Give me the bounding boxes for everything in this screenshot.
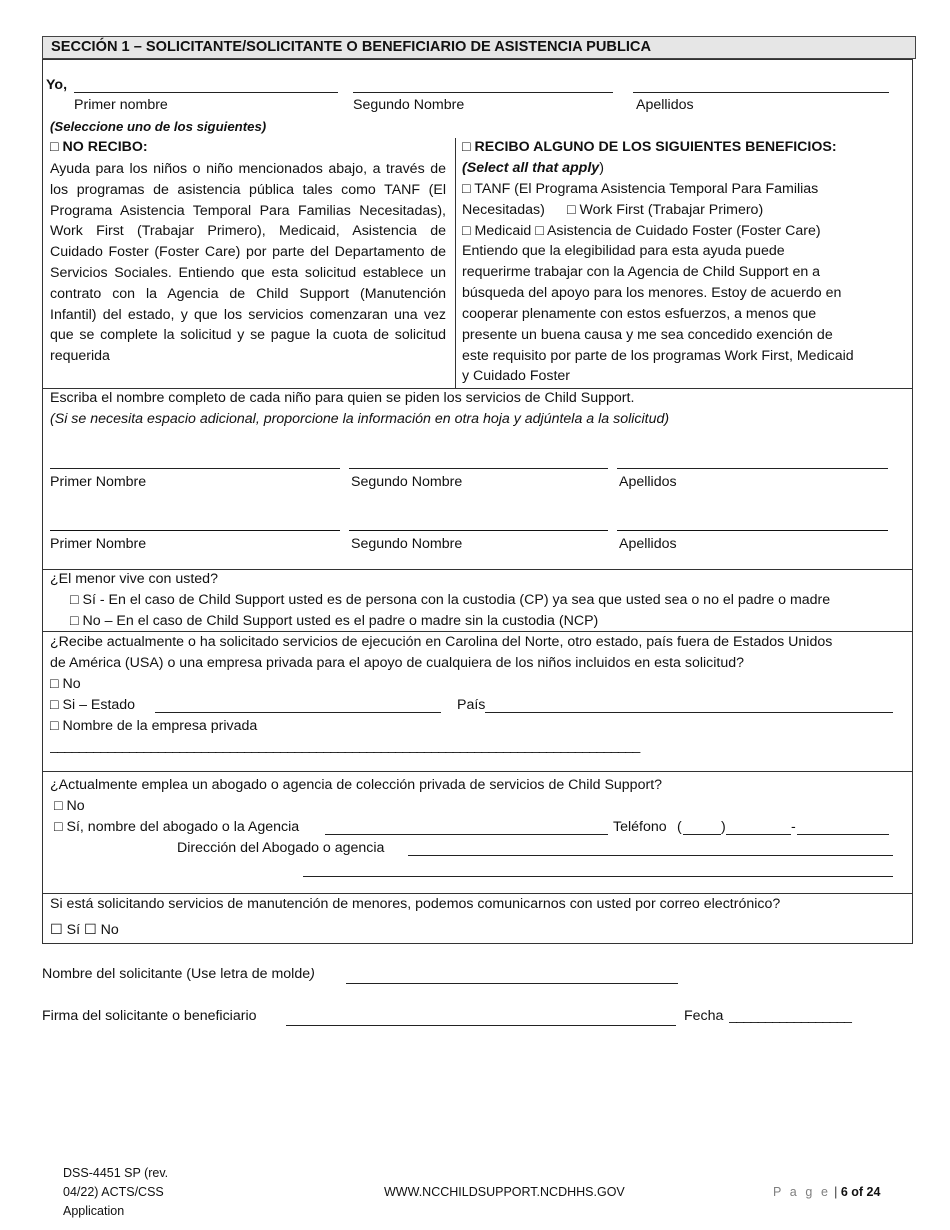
applicant-last-name-field[interactable] [633, 92, 889, 93]
phone-area-field[interactable] [683, 834, 721, 835]
enforcement-question-cont: de América (USA) o una empresa privada para el apoyo de cualquiera de los niños incluidos en esta solicitud? [50, 655, 745, 671]
attorney-address-field-2[interactable] [303, 876, 893, 877]
select-all-close: ) [599, 160, 604, 176]
attorney-address-label: Dirección del Abogado o agencia [177, 840, 385, 856]
state-field[interactable] [155, 712, 441, 713]
private-company-checkbox[interactable]: □ Nombre de la empresa privada [50, 718, 258, 734]
benefits-line: Entiendo que la elegibilidad para esta ayuda puede [462, 243, 785, 259]
child2-middle-label: Segundo Nombre [351, 536, 463, 552]
tanf-continued: Necesitadas) [462, 202, 545, 218]
attorney-no-checkbox[interactable]: □ No [54, 798, 85, 814]
custody-yes-checkbox[interactable]: □ Sí - En el caso de Child Support usted es de persona con la custodia (CP) ya sea que usted sea o no el padre o madre [70, 592, 831, 608]
children-instruction: Escriba el nombre completo de cada niño para quien se piden los servicios de Child Support. [50, 390, 635, 406]
website-link[interactable]: WWW.NCCHILDSUPPORT.NCDHHS.GOV [384, 1185, 625, 1199]
country-label: País [457, 697, 486, 713]
form-id-line2: 04/22) ACTS/CSS [63, 1185, 164, 1199]
benefits-line: requerirme trabajar con la Agencia de Child Support en a [462, 264, 821, 280]
tanf-checkbox[interactable]: □ TANF (El Programa Asistencia Temporal Para Familias [462, 181, 819, 197]
applicant-middle-label: Segundo Nombre [353, 97, 465, 113]
applicant-intro: Yo, [46, 77, 68, 93]
child1-middle-name-field[interactable] [349, 468, 608, 469]
phone-line-field[interactable] [797, 834, 889, 835]
child1-first-label: Primer Nombre [50, 474, 147, 490]
child1-first-name-field[interactable] [50, 468, 340, 469]
applicant-last-label: Apellidos [636, 97, 694, 113]
signature-field[interactable] [286, 1025, 676, 1026]
benefits-line: búsqueda del apoyo para los menores. Estoy de acuerdo en [462, 285, 842, 301]
attorney-yes-checkbox[interactable]: □ Sí, nombre del abogado o la Agencia [54, 819, 300, 835]
column-divider [455, 138, 456, 389]
attorney-question: ¿Actualmente emplea un abogado o agencia de colección privada de servicios de Child Support? [50, 777, 663, 793]
country-field[interactable] [485, 712, 893, 713]
select-note: (Seleccione uno de los siguientes) [50, 119, 267, 134]
attorney-name-field[interactable] [325, 834, 608, 835]
print-name-field[interactable] [346, 983, 678, 984]
private-company-field[interactable]: __________________________________________________________________________________ [50, 738, 640, 754]
form-id-line1: DSS-4451 SP (rev. [63, 1166, 169, 1180]
section-title: SECCIÓN 1 – SOLICITANTE/SOLICITANTE O BENEFICIARIO DE ASISTENCIA PUBLICA [51, 39, 652, 55]
child2-first-name-field[interactable] [50, 530, 340, 531]
phone-dash: - [791, 819, 796, 835]
child1-last-name-field[interactable] [617, 468, 888, 469]
print-name-label [42, 966, 315, 982]
page-indicator [773, 1185, 880, 1199]
children-note: (Si se necesita espacio adicional, proporcione la información en otra hoja y adjúntela a la solicitud) [50, 411, 670, 427]
child2-first-label: Primer Nombre [50, 536, 147, 552]
benefits-line: y Cuidado Foster [462, 368, 571, 384]
select-all-text: (Select all that apply [462, 160, 600, 176]
applicant-first-label: Primer nombre [74, 97, 168, 113]
custody-no-checkbox[interactable]: □ No – En el caso de Child Support usted es el padre o madre sin la custodia (NCP) [70, 613, 599, 629]
benefits-line: cooperar plenamente con estos esfuerzos, a menos que [462, 306, 817, 322]
no-benefits-text: Ayuda para los niños o niño mencionados abajo, a través de los programas de asistencia pública tales como TANF (El Programa Asistencia Temporal Para Familias Necesitadas), Work First (Trabajar Primero), Medicaid, Asistencia de Cuidado Foster (Foster Care) por parte del Departamento de Servicios Sociales. Entiendo que esta solicitud establece un contrato con la Agencia de Child Support (Manutención Infantil) del estado, y que los servicios comenzaran una vez que se complete la solicitud y se pague la cuota de solicitud requerida [50, 161, 446, 365]
select-all-note [462, 160, 604, 176]
email-options[interactable]: ☐ Sí ☐ No [50, 922, 119, 938]
email-question: Si está solicitando servicios de manutención de menores, podemos comunicarnos con usted por correo electrónico? [50, 896, 781, 912]
date-field[interactable]: _________________ [729, 1008, 852, 1024]
page-separator: | [834, 1185, 838, 1199]
child2-last-name-field[interactable] [617, 530, 888, 531]
phone-prefix-field[interactable] [726, 834, 791, 835]
phone-label: Teléfono [613, 819, 667, 835]
no-benefits-checkbox[interactable]: □ NO RECIBO: [50, 139, 148, 155]
form-id-line3: Application [63, 1204, 125, 1218]
page-label: P a g e [773, 1185, 831, 1199]
benefits-line: este requisito por parte de los programas Work First, Medicaid [462, 348, 854, 364]
child2-last-label: Apellidos [619, 536, 677, 552]
benefits-line: presente un buena causa y me sea concedido exención de [462, 327, 833, 343]
child1-middle-label: Segundo Nombre [351, 474, 463, 490]
enforcement-yes-checkbox[interactable]: □ Si – Estado [50, 697, 136, 713]
benefits-checkbox[interactable]: □ RECIBO ALGUNO DE LOS SIGUIENTES BENEFICIOS: [462, 139, 837, 155]
attorney-address-field[interactable] [408, 855, 893, 856]
date-label: Fecha [684, 1008, 724, 1024]
work-first-checkbox[interactable]: □ Work First (Trabajar Primero) [567, 202, 764, 218]
signature-label: Firma del solicitante o beneficiario [42, 1008, 257, 1024]
custody-question: ¿El menor vive con usted? [50, 571, 218, 587]
enforcement-question: ¿Recibe actualmente o ha solicitado servicios de ejecución en Carolina del Norte, otro estado, país fuera de Estados Unidos [50, 634, 833, 650]
print-name-close: ) [310, 966, 315, 982]
child1-last-label: Apellidos [619, 474, 677, 490]
phone-close: ) [721, 819, 726, 835]
print-name-text: Nombre del solicitante (Use letra de molde [42, 966, 311, 982]
applicant-middle-name-field[interactable] [353, 92, 613, 93]
page-number: 6 of 24 [840, 1185, 881, 1199]
enforcement-no-checkbox[interactable]: □ No [50, 676, 81, 692]
medicaid-foster-checkbox[interactable]: □ Medicaid □ Asistencia de Cuidado Foster (Foster Care) [462, 223, 821, 239]
section-header [42, 36, 916, 59]
child2-middle-name-field[interactable] [349, 530, 608, 531]
applicant-first-name-field[interactable] [74, 92, 338, 93]
phone-open: ( [677, 819, 682, 835]
